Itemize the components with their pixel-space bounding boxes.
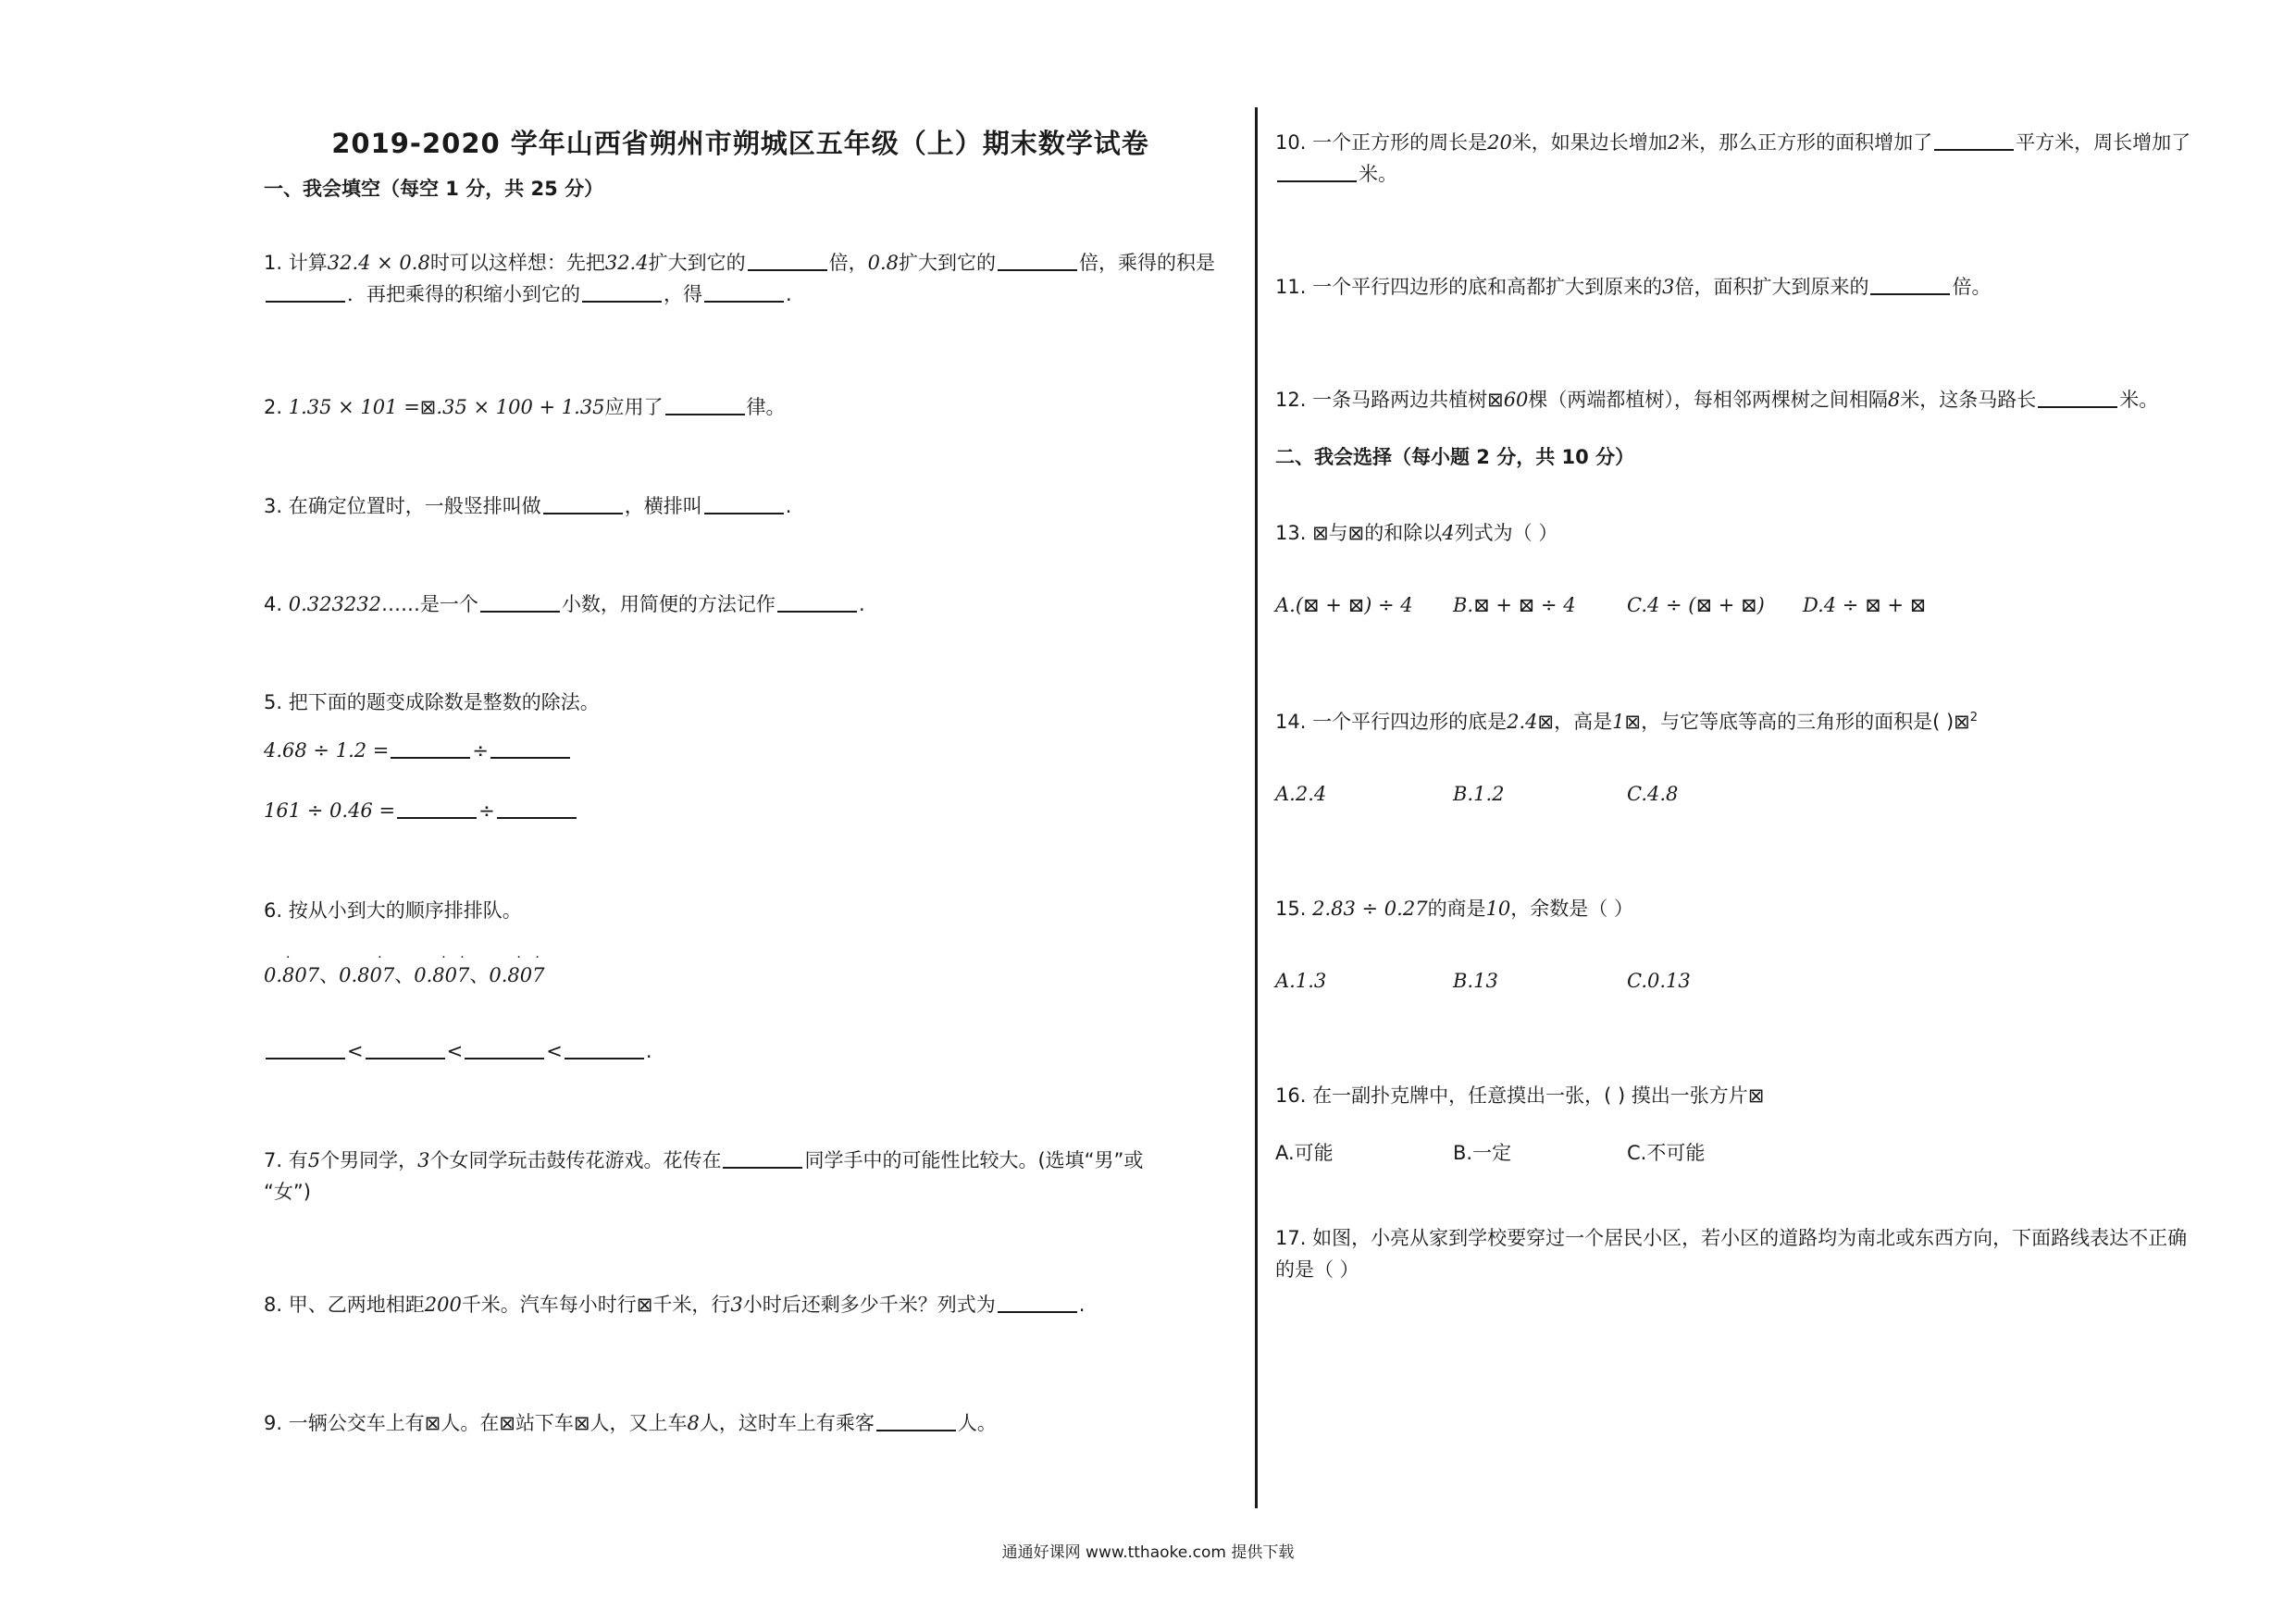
blank[interactable] [497, 798, 577, 819]
blank[interactable] [490, 737, 570, 759]
question-12: 12. 一条马路两边共植树⊠60棵（两端都植树），每相邻两棵树之间相隔8米，这条马路长 米。 [1275, 389, 2159, 411]
section-1-heading: 一、我会填空（每空 1 分，共 25 分） [264, 178, 604, 200]
option-b[interactable]: B.1.2 [1453, 783, 1505, 805]
blank[interactable] [480, 591, 560, 613]
question-6-numbers: 0.807 · 、0.807 · 、0.807 · · 、0.807 · · [264, 950, 545, 986]
question-11: 11. 一个平行四边形的底和高都扩大到原来的3倍，面积扩大到原来的 倍。 [1275, 276, 1992, 298]
blank[interactable] [998, 1292, 1077, 1313]
question-5: 5. 把下面的题变成除数是整数的除法。 [264, 691, 600, 713]
question-14: 14. 一个平行四边形的底是2.4⊠，高是1⊠，与它等底等高的三角形的面积是( )⊠$^2$ [1275, 711, 1979, 733]
blank[interactable] [366, 1038, 445, 1059]
option-a[interactable]: A.1.3 [1275, 970, 1327, 992]
blank[interactable] [748, 250, 827, 271]
page-title: 2019-2020 学年山西省朔州市朔城区五年级（上）期末数学试卷 [331, 128, 1149, 159]
option-c[interactable]: C.0.13 [1627, 970, 1691, 992]
option-a[interactable]: A.(⊠ + ⊠) ÷ 4 [1275, 594, 1413, 616]
blank[interactable] [266, 1038, 345, 1059]
blank[interactable] [704, 493, 784, 514]
question-2: 2. 1.35 × 101 =⊠.35 × 100 + 1.35应用了 律。 [264, 396, 786, 418]
question-6-answer: < < < . [264, 1036, 1217, 1068]
blank[interactable] [998, 250, 1077, 271]
question-1: 1. 计算32.4 × 0.8时可以这样想：先把32.4扩大到它的 倍，0.8扩大到它的 倍，乘得的积是 ．再把乘得的积缩小到它的 ，得 . [264, 252, 1215, 305]
question-5-expr-2: 161 ÷ 0.46 = ÷ [264, 796, 1217, 827]
blank[interactable] [266, 281, 345, 303]
option-c[interactable]: C.4 ÷ (⊠ + ⊠) [1627, 594, 1765, 616]
blank[interactable] [723, 1147, 802, 1169]
question-3: 3. 在确定位置时，一般竖排叫做 ，横排叫 . [264, 495, 792, 517]
question-16-options [1275, 1138, 2238, 1168]
blank[interactable] [391, 737, 470, 759]
question-17: 17. 如图，小亮从家到学校要穿过一个居民小区，若小区的道路均为南北或东西方向，下面路线表达不正确 的是（ ） [1275, 1227, 2188, 1281]
blank[interactable] [543, 493, 623, 514]
question-4: 4. 0.323232……是一个 小数，用简便的方法记作 . [264, 593, 865, 615]
option-c[interactable]: C.4.8 [1627, 783, 1679, 805]
column-divider [1255, 107, 1258, 1508]
question-16: 16. 在一副扑克牌中，任意摸出一张，( ) 摸出一张方片⊠ [1275, 1084, 1765, 1107]
blank[interactable] [704, 281, 784, 303]
option-d[interactable]: D.4 ÷ ⊠ + ⊠ [1803, 594, 1927, 616]
section-2-heading: 二、我会选择（每小题 2 分，共 10 分） [1275, 446, 1635, 468]
option-a[interactable]: A.2.4 [1275, 783, 1327, 805]
blank[interactable] [565, 1038, 644, 1059]
blank[interactable] [1277, 161, 1357, 182]
question-7: 7. 有5个男同学，3个女同学玩击鼓传花游戏。花传在 同学手中的可能性比较大。(选填“男”或 “女”) [264, 1149, 1144, 1203]
option-b[interactable]: B.13 [1453, 970, 1498, 992]
question-15: 15. 2.83 ÷ 0.27的商是10，余数是（ ） [1275, 898, 1633, 920]
question-15-options [1275, 966, 2238, 996]
question-14-options [1275, 779, 2238, 809]
blank[interactable] [2038, 387, 2117, 408]
question-5-expr-1: 4.68 ÷ 1.2 = ÷ [264, 736, 1217, 767]
question-13: 13. ⊠与⊠的和除以4列式为（ ） [1275, 522, 1558, 544]
blank[interactable] [665, 394, 745, 415]
option-b[interactable]: B.⊠ + ⊠ ÷ 4 [1453, 594, 1576, 616]
blank[interactable] [397, 798, 477, 819]
blank[interactable] [1934, 130, 2014, 151]
blank[interactable] [876, 1410, 956, 1431]
blank[interactable] [582, 281, 662, 303]
question-6: 6. 按从小到大的顺序排排队。 [264, 899, 522, 922]
question-10: 10. 一个正方形的周长是20米，如果边长增加2米，那么正方形的面积增加了 平方米，周长增加了 米。 [1275, 131, 2191, 185]
question-13-options [1275, 590, 2238, 620]
question-9: 9. 一辆公交车上有⊠人。在⊠站下车⊠人，又上车8人，这时车上有乘客 人。 [264, 1412, 997, 1434]
question-8: 8. 甲、乙两地相距200千米。汽车每小时行⊠千米，行3小时后还剩多少千米？列式为 . [264, 1294, 1086, 1316]
blank[interactable] [777, 591, 857, 613]
blank[interactable] [1870, 274, 1950, 295]
footer: 通通好课网 www.tthaoke.com 提供下载 [1001, 1543, 1295, 1562]
option-b[interactable]: B.一定 [1453, 1142, 1512, 1164]
blank[interactable] [465, 1038, 544, 1059]
option-c[interactable]: C.不可能 [1627, 1142, 1706, 1164]
option-a[interactable]: A.可能 [1275, 1142, 1334, 1164]
